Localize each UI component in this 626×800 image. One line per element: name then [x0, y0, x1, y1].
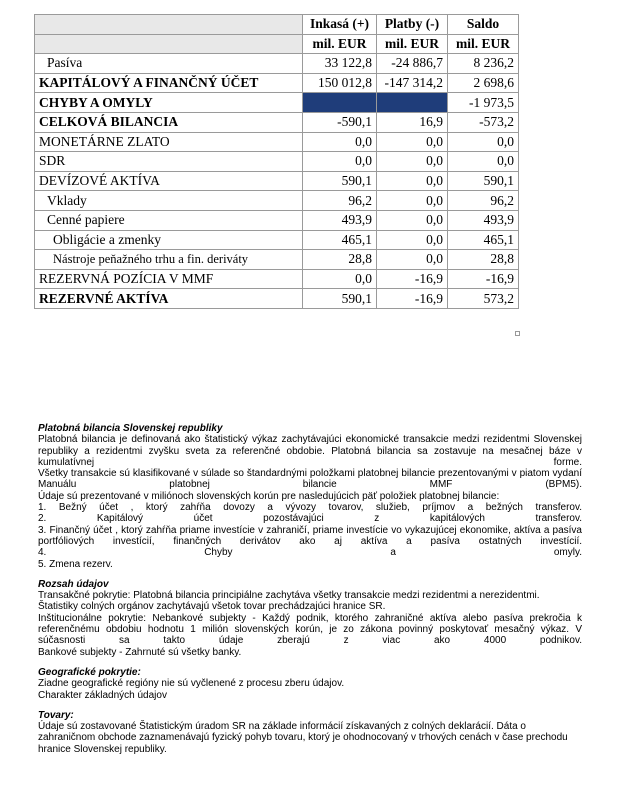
- paragraph: Bankové subjekty - Zahrnuté sú všetky banky.: [38, 646, 242, 658]
- cell-saldo: 0,0: [448, 152, 519, 172]
- list-item: 2. Kapitálový účet pozostávajúci z kapitálových transferov.: [38, 513, 582, 525]
- row-label: SDR: [35, 152, 303, 172]
- cell-inkasa: 465,1: [303, 230, 377, 250]
- row-label: REZERVNÉ AKTÍVA: [35, 289, 303, 309]
- cell-saldo: 0,0: [448, 132, 519, 152]
- cell-inkasa: 493,9: [303, 210, 377, 230]
- header-inkasa: Inkasá (+): [303, 15, 377, 35]
- unit-saldo: mil. EUR: [448, 34, 519, 54]
- cell-platby: 0,0: [377, 230, 448, 250]
- units-row: [35, 34, 519, 54]
- cell-inkasa: 590,1: [303, 171, 377, 191]
- header-saldo: Saldo: [448, 15, 519, 35]
- cell-platby: 0,0: [377, 210, 448, 230]
- row-label: Obligácie a zmenky: [35, 230, 303, 250]
- cell-platby: -147 314,2: [377, 73, 448, 93]
- list-item: 1. Bežný účet , ktorý zahŕňa dovozy a vývozy tovarov, služieb, príjmov a bežných transferov.: [38, 502, 582, 514]
- unit-platby: mil. EUR: [377, 34, 448, 54]
- table-row: [35, 152, 519, 172]
- row-label: Cenné papiere: [35, 210, 303, 230]
- table-row: [35, 132, 519, 152]
- cell-saldo: 465,1: [448, 230, 519, 250]
- cell-platby: -16,9: [377, 289, 448, 309]
- cell-saldo: 573,2: [448, 289, 519, 309]
- cell-platby: -24 886,7: [377, 54, 448, 74]
- cell-saldo: -16,9: [448, 269, 519, 289]
- cell-inkasa: 33 122,8: [303, 54, 377, 74]
- cell-inkasa: 0,0: [303, 152, 377, 172]
- cell-platby: 0,0: [377, 152, 448, 172]
- cell-saldo: 493,9: [448, 210, 519, 230]
- row-label: Pasíva: [35, 54, 303, 74]
- paragraph: Údaje sú prezentované v miliónoch slovenských korún pre nasledujúcich päť položiek platobnej bilancie:: [38, 490, 500, 502]
- cell-inkasa: 590,1: [303, 289, 377, 309]
- table-row: [35, 191, 519, 211]
- cell-inkasa: 150 012,8: [303, 73, 377, 93]
- cell-platby: 0,0: [377, 171, 448, 191]
- list-item: 4. Chyby a omyly.: [38, 547, 582, 559]
- table-row: [35, 112, 519, 132]
- cell-platby: 16,9: [377, 112, 448, 132]
- header-row: [35, 15, 519, 35]
- paragraph: Ziadne geografické regióny nie sú vyčlenené z procesu zberu údajov.: [38, 678, 345, 690]
- table-row: [35, 73, 519, 93]
- cell-inkasa: -590,1: [303, 112, 377, 132]
- list-item: 5. Zmena rezerv.: [38, 558, 113, 570]
- cell-platby: 0,0: [377, 132, 448, 152]
- table-row: [35, 171, 519, 191]
- table-row: [35, 210, 519, 230]
- header-platby: Platby (-): [377, 15, 448, 35]
- row-label: CELKOVÁ BILANCIA: [35, 112, 303, 132]
- row-label: CHYBY A OMYLY: [35, 93, 303, 113]
- paragraph: Charakter základných údajov: [38, 689, 167, 701]
- paragraph: Platobná bilancia je definovaná ako štatistický výkaz zachytávajúci ekonomické transakcie medzi rezidentmi Slovenskej republiky a rezidentmi zvyšku sveta za referenčné obdobie. Platobná bilancia sa zostavuje na mesačnej báze v kumulatívnej forme.: [38, 434, 582, 468]
- row-label: KAPITÁLOVÝ A FINANČNÝ ÚČET: [35, 73, 303, 93]
- cell-platby: -16,9: [377, 269, 448, 289]
- table-row: [35, 269, 519, 289]
- cell-saldo: 8 236,2: [448, 54, 519, 74]
- cell-saldo: -1 973,5: [448, 93, 519, 113]
- cell-platby: 0,0: [377, 191, 448, 211]
- table-resize-handle[interactable]: [515, 331, 520, 336]
- cell-inkasa: 28,8: [303, 250, 377, 270]
- row-label: DEVÍZOVÉ AKTÍVA: [35, 171, 303, 191]
- section-title: Rozsah údajov: [38, 578, 109, 590]
- unit-inkasa: mil. EUR: [303, 34, 377, 54]
- paragraph: Všetky transakcie sú klasifikované v súlade so štandardnými položkami platobnej bilancie prezentovanými v piatom vydaní Manuálu platobnej bilancie MMF (BPM5).: [38, 468, 582, 491]
- units-blank: [35, 34, 303, 54]
- paragraph: Inštitucionálne pokrytie: Nebankové subjekty - Každý podnik, ktorého zahraničné aktíva alebo pasíva prekročia k referenčnému obdobiu hodnotu 1 milión slovenských korún, je zo zákona povinný poskytovať mesačný výkaz. V súčasnosti sa takto údaje zberajú z viac ako 4000 podnikov.: [38, 612, 582, 647]
- table-row: [35, 250, 519, 270]
- section-title: Platobná bilancia Slovenskej republiky: [38, 423, 223, 434]
- cell-saldo: -573,2: [448, 112, 519, 132]
- cell-platby-shaded: [377, 93, 448, 113]
- cell-saldo: 2 698,6: [448, 73, 519, 93]
- table-row: [35, 93, 519, 113]
- cell-inkasa: 0,0: [303, 132, 377, 152]
- header-blank: [35, 15, 303, 35]
- paragraph: Údaje sú zostavované Štatistickým úradom SR na základe informácií získavaných z colných deklarácií. Dáta o zahraničnom obchode zaznamenávajú fyzický pohyb tovaru, ktorý je ohodnocovaný v trhových cenách v čase prechodu hranice Slovenskej republiky.: [38, 721, 568, 755]
- cell-inkasa-shaded: [303, 93, 377, 113]
- cell-saldo: 590,1: [448, 171, 519, 191]
- methodology-notes: [38, 423, 582, 755]
- balance-table: [34, 14, 519, 309]
- cell-saldo: 28,8: [448, 250, 519, 270]
- cell-saldo: 96,2: [448, 191, 519, 211]
- paragraph: Transakčné pokrytie: Platobná bilancia principiálne zachytáva všetky transakcie medzi rezidentmi a nerezidentmi. Štatistiky colných orgánov zachytávajú všetok tovar prechádzajúci hranice SR.: [38, 590, 540, 613]
- row-label: Nástroje peňažného trhu a fin. deriváty: [35, 250, 303, 270]
- table-row: [35, 289, 519, 309]
- cell-inkasa: 96,2: [303, 191, 377, 211]
- table-row: [35, 54, 519, 74]
- list-item: 3. Finančný účet , ktorý zahŕňa priame investície v zahraničí, priame investície vo vykazujúcej ekonomike, aktíva a pasíva portfóliových investícií, finančných derivátov ako aj aktíva a pasíva ostatných investícií.: [38, 524, 582, 547]
- table-row: [35, 230, 519, 250]
- row-label: Vklady: [35, 191, 303, 211]
- section-title: Tovary:: [38, 709, 74, 721]
- cell-inkasa: 0,0: [303, 269, 377, 289]
- cell-platby: 0,0: [377, 250, 448, 270]
- section-title: Geografické pokrytie:: [38, 666, 141, 678]
- row-label: MONETÁRNE ZLATO: [35, 132, 303, 152]
- row-label: REZERVNÁ POZÍCIA V MMF: [35, 269, 303, 289]
